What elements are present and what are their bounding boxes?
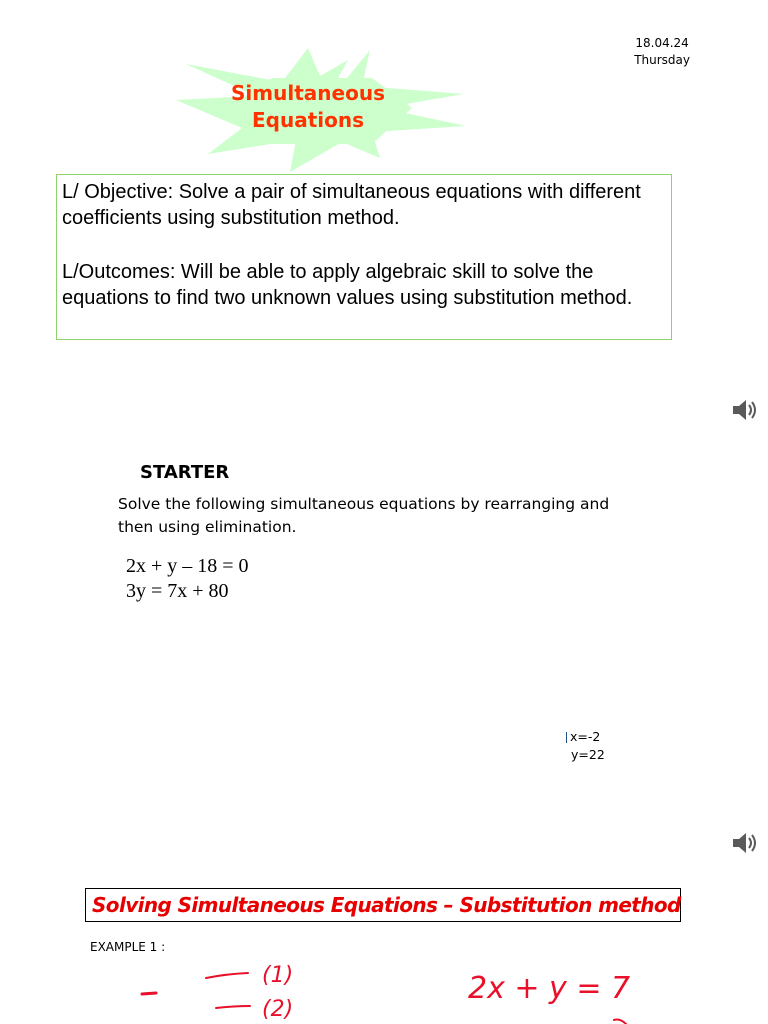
speaker-icon[interactable]: [731, 397, 759, 423]
example-label: EXAMPLE 1 :: [90, 940, 166, 954]
section-title-box: [85, 888, 681, 922]
section-title: Solving Simultaneous Equations – Substitution method: [92, 893, 681, 917]
starter-equation-1: 2x + y – 18 = 0: [126, 555, 249, 577]
handwritten-notes: [0, 940, 768, 1024]
objectives-box: [56, 174, 672, 340]
date-text: 18.04.24: [635, 36, 689, 50]
title-line-2: Equations: [251, 108, 364, 132]
date-stamp: [634, 35, 690, 69]
answer-x: x=-2: [570, 729, 601, 744]
starter-answers: [566, 728, 605, 764]
handwritten-equation: 2x + y = 7: [468, 971, 631, 1006]
answer-y: y=22: [571, 747, 605, 762]
page-title: [200, 80, 416, 134]
title-line-1: Simultaneous: [231, 81, 385, 105]
starter-equation-2: 3y = 7x + 80: [126, 580, 229, 602]
handwritten-label-2: (2): [262, 997, 294, 1022]
learning-outcomes: L/Outcomes: Will be able to apply algebraic skill to solve the equations to find two unknown values using substitution method.: [62, 261, 633, 309]
handwritten-label-1: (1): [262, 963, 294, 988]
speaker-icon[interactable]: [731, 830, 759, 856]
learning-objective: L/ Objective: Solve a pair of simultaneous equations with different coefficients using substitution method.: [62, 181, 641, 229]
day-text: Thursday: [634, 53, 690, 67]
starter-heading: STARTER: [140, 462, 230, 483]
text-cursor: [566, 732, 567, 743]
starter-instructions: Solve the following simultaneous equations by rearranging and then using elimination.: [118, 495, 610, 536]
